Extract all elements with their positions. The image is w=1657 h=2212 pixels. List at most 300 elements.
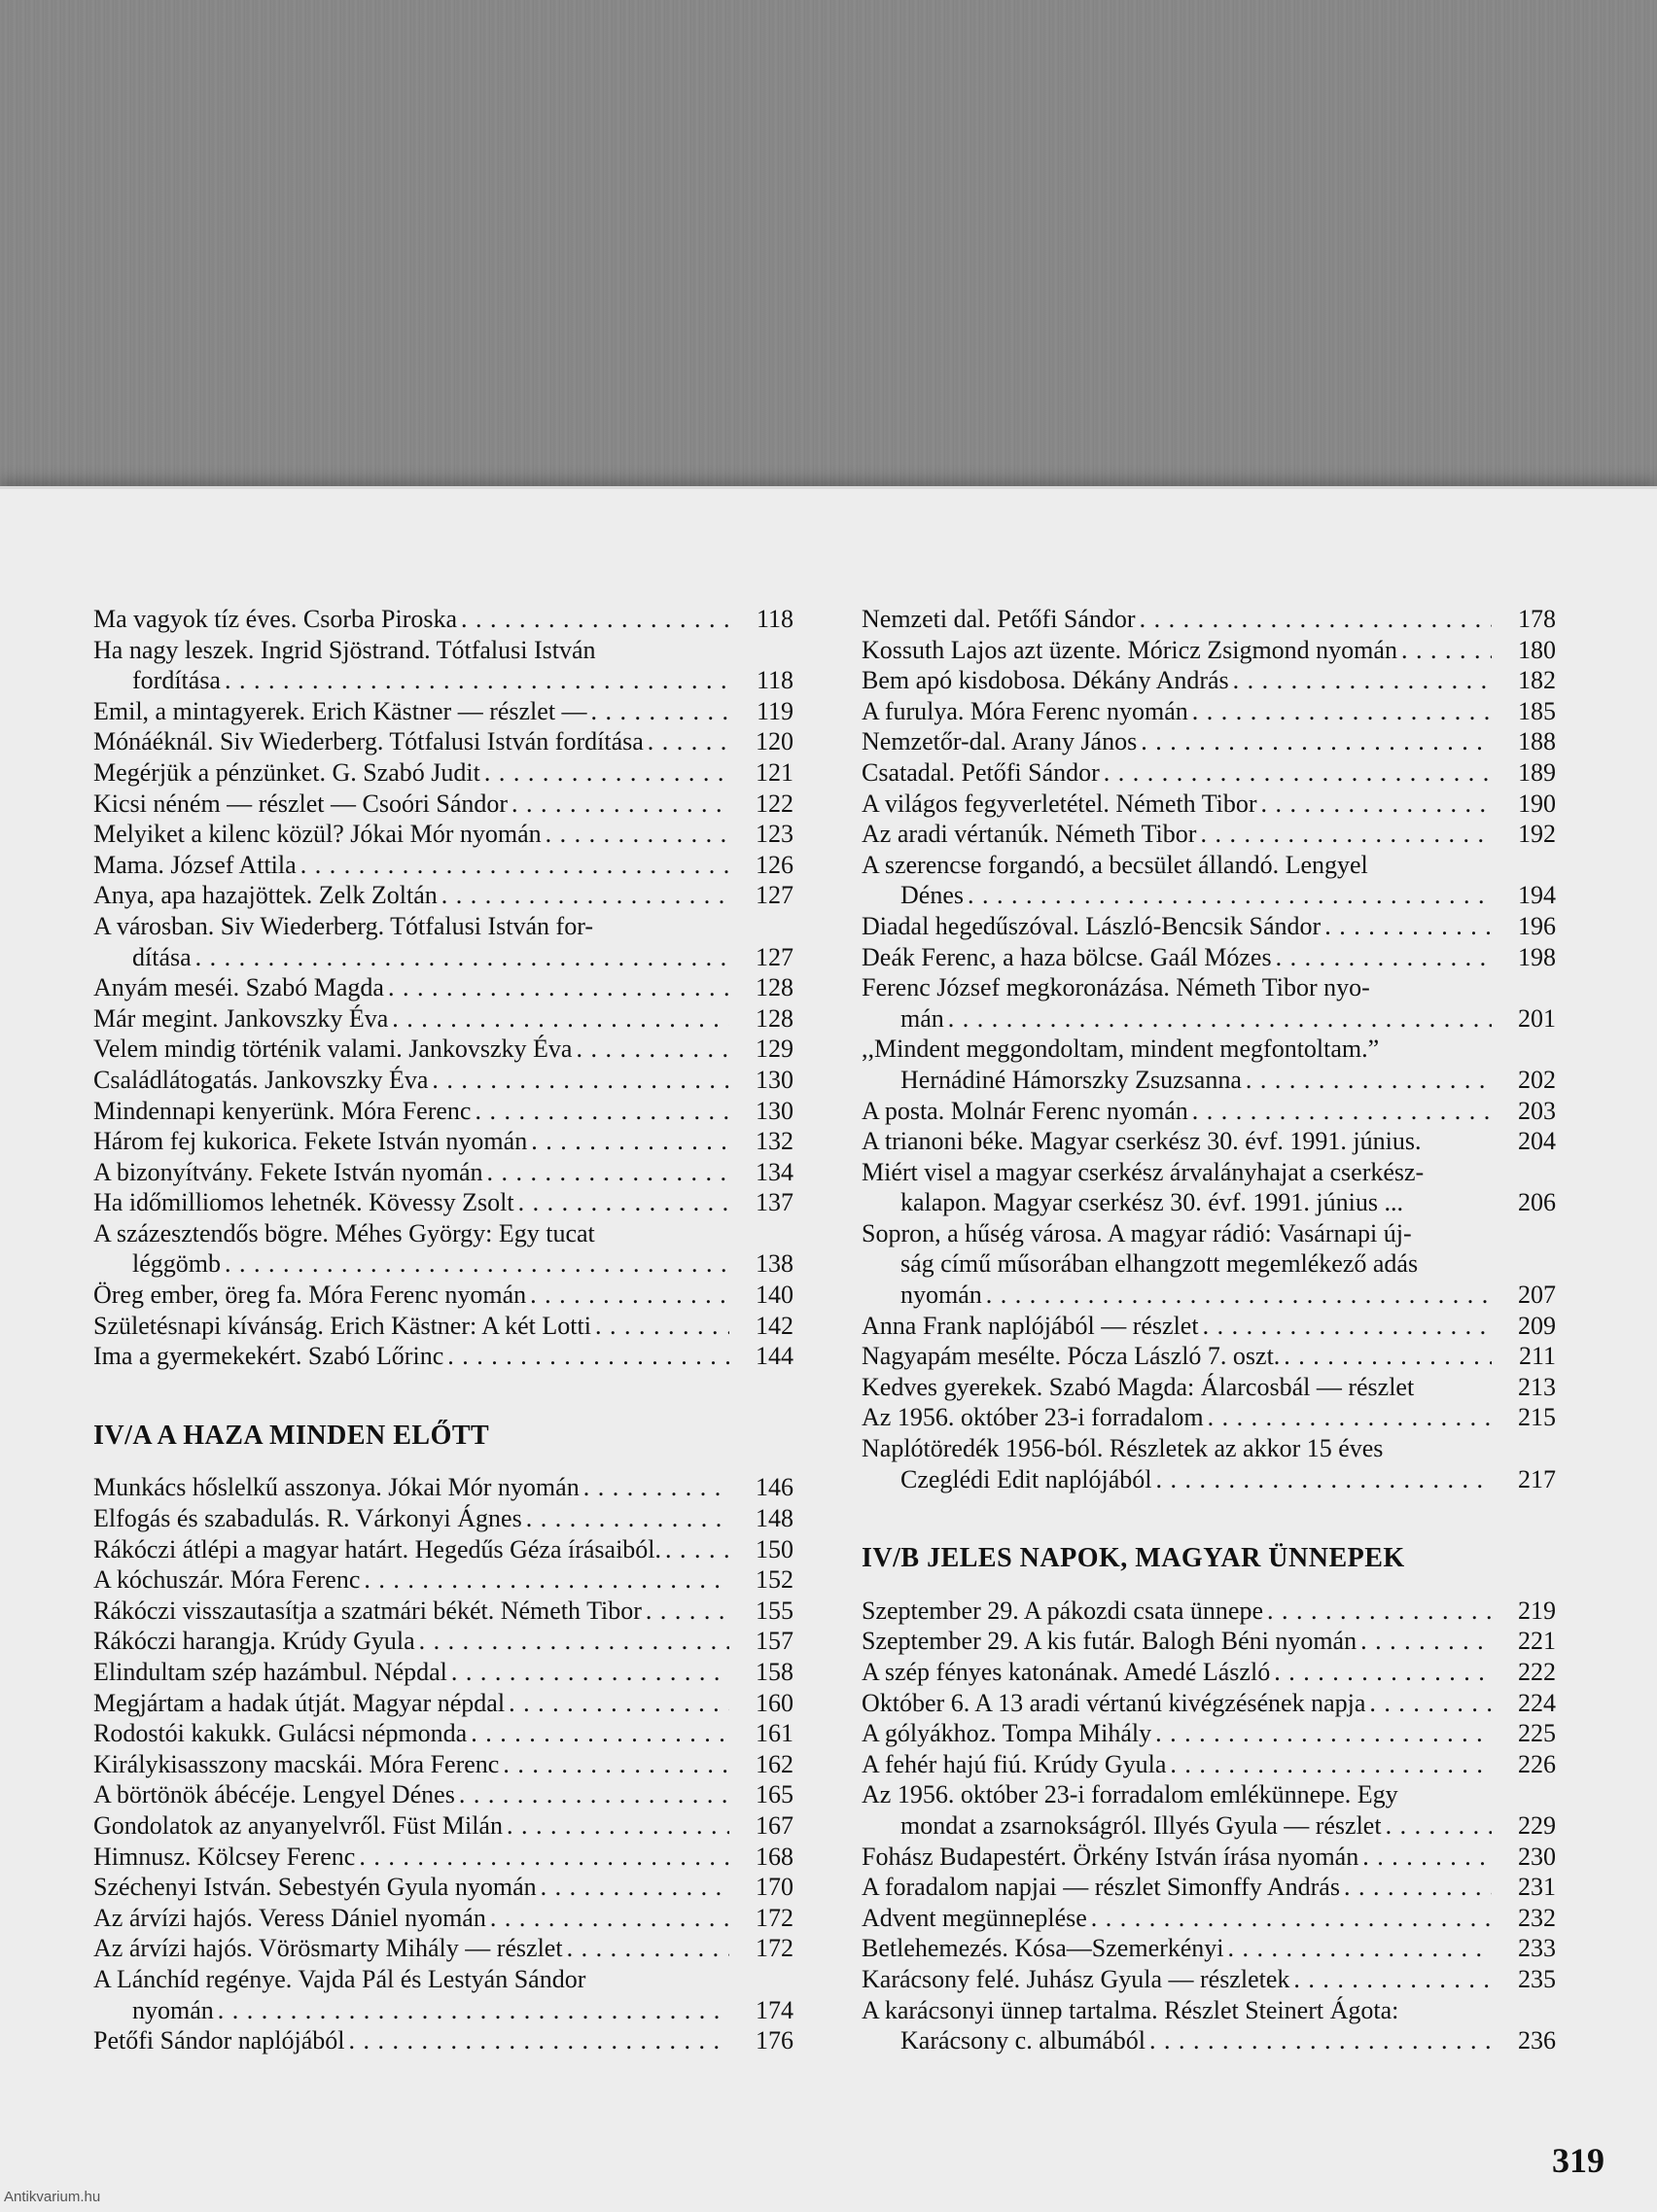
toc-line: [862, 911, 1556, 942]
toc-list: [93, 604, 793, 1372]
toc-page-number: 204: [1518, 1127, 1556, 1156]
toc-entry: [862, 1034, 1556, 1095]
toc-entry-title: Királykisasszony macskái. Móra Ferenc: [93, 1749, 500, 1778]
toc-entry: [862, 850, 1556, 911]
toc-page-number: 174: [756, 1995, 793, 2024]
toc-entry: [93, 850, 793, 881]
dot-leader: [225, 1248, 729, 1280]
toc-entry: [862, 1311, 1556, 1342]
toc-entry-title: ,,Mindent meggondoltam, mindent megfontoltam.”: [862, 1035, 1380, 1064]
toc-page-number: 180: [1518, 635, 1556, 664]
dot-leader: [511, 789, 729, 820]
dot-leader: [218, 1995, 729, 2026]
toc-entry-title: A városban. Siv Wiederberg. Tótfalusi István for-: [93, 911, 593, 940]
toc-entry: [93, 1933, 793, 1964]
toc-line: [862, 1688, 1556, 1719]
toc-entry: [862, 1218, 1556, 1311]
toc-entry-title: Az árvízi hajós. Veress Dániel nyomán: [93, 1903, 486, 1932]
toc-entry: [93, 1034, 793, 1065]
toc-page-number: 192: [1518, 820, 1556, 849]
toc-page-number: 137: [756, 1188, 793, 1217]
toc-entry-title: Deák Ferenc, a haza bölcse. Gaál Mózes: [862, 942, 1272, 971]
dot-leader: [665, 1534, 729, 1565]
toc-line: [93, 1248, 793, 1280]
toc-entry-title: Himnusz. Kölcsey Ferenc: [93, 1842, 356, 1871]
toc-entry-title: Mindennapi kenyerünk. Móra Ferenc: [93, 1096, 472, 1125]
dot-leader: [968, 880, 1492, 911]
dot-leader: [530, 1280, 729, 1311]
toc-page-number: 185: [1518, 696, 1556, 725]
dot-leader: [300, 850, 729, 881]
toc-entry: [93, 1126, 793, 1157]
toc-page-number: 122: [756, 789, 793, 818]
toc-page-number: 129: [756, 1035, 793, 1064]
toc-entry: [862, 1596, 1556, 1627]
dot-leader: [1091, 1903, 1492, 1934]
dot-leader: [986, 1280, 1492, 1311]
toc-entry: [93, 757, 793, 789]
toc-line: [93, 665, 793, 696]
toc-entry-title: Ha időmilliomos lehetnék. Kövessy Zsolt: [93, 1188, 514, 1217]
toc-line: [93, 789, 793, 820]
dot-leader: [1192, 696, 1492, 727]
toc-entry-title: Czeglédi Edit naplójából: [900, 1464, 1152, 1493]
toc-page-number: 236: [1518, 2026, 1556, 2055]
dot-leader: [1141, 726, 1492, 757]
toc-entry: [93, 1964, 793, 2025]
toc-line: [862, 696, 1556, 727]
toc-entry-title: Nemzetőr-dal. Arany János: [862, 727, 1138, 756]
toc-page-number: 118: [756, 666, 793, 695]
toc-line: [93, 757, 793, 789]
toc-entry: [93, 1810, 793, 1842]
toc-line: [862, 665, 1556, 696]
dot-leader: [1386, 1810, 1492, 1842]
toc-line: [93, 819, 793, 850]
toc-line: [93, 1842, 793, 1873]
dot-leader: [1104, 757, 1492, 789]
dot-leader: [1149, 2025, 1492, 2056]
toc-entry: [862, 1096, 1556, 1127]
dot-leader: [576, 1034, 729, 1065]
toc-line: [862, 1749, 1556, 1780]
toc-entry-title: Ima a gyermekekért. Szabó Lőrinc: [93, 1342, 444, 1371]
toc-entry-title: Megérjük a pénzünket. G. Szabó Judit: [93, 757, 480, 787]
toc-page-number: 196: [1518, 911, 1556, 940]
toc-entry-title: A szerencse forgandó, a becsület állandó. Lengyel: [862, 850, 1368, 879]
toc-entry: [862, 604, 1556, 635]
toc-entry: [93, 1311, 793, 1342]
toc-entry-title: Nagyapám mesélte. Pócza László 7. oszt.: [862, 1342, 1281, 1371]
toc-entry: [93, 1096, 793, 1127]
toc-line: [93, 1872, 793, 1903]
dot-leader: [591, 696, 729, 727]
toc-entry-title: nyomán: [900, 1281, 982, 1310]
toc-line: [93, 1995, 793, 2026]
toc-page-number: 128: [756, 973, 793, 1002]
toc-entry: [862, 1842, 1556, 1873]
toc-entry: [93, 789, 793, 820]
toc-page-number: 134: [756, 1157, 793, 1186]
toc-line: [93, 1311, 793, 1342]
toc-page-number: 118: [756, 605, 793, 633]
toc-entry-title: Rákóczi átlépi a magyar határt. Hegedűs Géza írásaiból.: [93, 1534, 662, 1563]
dot-leader: [475, 1096, 729, 1127]
toc-line: [862, 1964, 1556, 1995]
toc-page-number: 152: [756, 1565, 793, 1595]
toc-line: [862, 726, 1556, 757]
toc-entry-title: A százesztendős bögre. Méhes György: Egy tucat: [93, 1218, 595, 1247]
toc-entry: [862, 726, 1556, 757]
toc-entry: [862, 1779, 1556, 1841]
toc-entry: [862, 1749, 1556, 1780]
book-page: [0, 486, 1657, 2212]
toc-entry: [93, 1472, 793, 1503]
toc-entry: [93, 726, 793, 757]
toc-entry: [93, 819, 793, 850]
dot-leader: [461, 604, 729, 635]
toc-line: [862, 1280, 1556, 1311]
dot-leader: [484, 757, 729, 789]
dot-leader: [1267, 1596, 1492, 1627]
toc-line: [862, 1311, 1556, 1342]
toc-line: [93, 1718, 793, 1749]
toc-line: [93, 1503, 793, 1534]
toc-entry: [93, 1718, 793, 1749]
toc-entry: [93, 1657, 793, 1688]
dot-leader: [487, 1157, 729, 1188]
toc-line: [862, 1872, 1556, 1903]
toc-line: [862, 1842, 1556, 1873]
toc-entry-title: A trianoni béke. Magyar cserkész 30. évf. 1991. június.: [862, 1127, 1422, 1156]
toc-page-number: 119: [756, 696, 793, 725]
toc-entry: [93, 1749, 793, 1780]
toc-entry: [862, 757, 1556, 789]
toc-page-number: 221: [1518, 1627, 1556, 1656]
toc-entry: [93, 1187, 793, 1218]
toc-line: [93, 880, 793, 911]
toc-entry-title: Öreg ember, öreg fa. Móra Ferenc nyomán: [93, 1281, 527, 1310]
toc-entry: [862, 1718, 1556, 1749]
dot-leader: [541, 1872, 729, 1903]
toc-page-number: 230: [1518, 1842, 1556, 1871]
toc-line: [93, 726, 793, 757]
toc-entry: [862, 972, 1556, 1034]
toc-line: [93, 1280, 793, 1311]
toc-page-number: 222: [1518, 1658, 1556, 1686]
toc-line: [93, 1779, 793, 1810]
dot-leader: [518, 1187, 729, 1218]
toc-page-number: 161: [756, 1719, 793, 1748]
toc-entry-title: Születésnapi kívánság. Erich Kästner: A két Lotti: [93, 1311, 591, 1340]
toc-entry: [862, 1903, 1556, 1934]
toc-page-number: 130: [756, 1096, 793, 1125]
dot-leader: [388, 972, 729, 1003]
toc-entry: [93, 1341, 793, 1372]
toc-entry-title: Emil, a mintagyerek. Erich Kästner — részlet —: [93, 696, 587, 725]
toc-entry-title: Anyám meséi. Szabó Magda: [93, 973, 384, 1002]
dot-leader: [1170, 1749, 1492, 1780]
toc-page-number: 217: [1518, 1464, 1556, 1493]
toc-entry-title: Az aradi vértanúk. Németh Tibor: [862, 820, 1197, 849]
dot-leader: [1261, 789, 1492, 820]
dot-leader: [1233, 665, 1492, 696]
dot-leader: [546, 819, 729, 850]
toc-page-number: 155: [756, 1596, 793, 1625]
toc-page-number: 206: [1518, 1188, 1556, 1217]
toc-line: [93, 972, 793, 1003]
toc-line: [93, 604, 793, 635]
toc-line: [862, 1126, 1556, 1157]
toc-line: [862, 1065, 1556, 1096]
toc-entry: [862, 789, 1556, 820]
toc-line: [93, 1003, 793, 1035]
toc-entry-title: Mama. József Attila: [93, 850, 297, 879]
toc-entry: [93, 1534, 793, 1565]
toc-entry: [93, 1688, 793, 1719]
toc-page-number: 198: [1518, 942, 1556, 971]
toc-entry-continuation: ság című műsorában elhangzott megemlékező adás: [900, 1249, 1419, 1279]
toc-entry: [862, 696, 1556, 727]
toc-entry: [862, 1626, 1556, 1657]
toc-entry: [862, 1688, 1556, 1719]
toc-page-number: 162: [756, 1749, 793, 1778]
toc-entry-title: Diadal hegedűszóval. László-Bencsik Sándor: [862, 911, 1322, 940]
toc-page-number: 189: [1518, 757, 1556, 787]
toc-line: [862, 942, 1556, 973]
toc-line: [862, 1003, 1556, 1035]
toc-page-number: 226: [1518, 1749, 1556, 1778]
toc-page-number: 132: [756, 1127, 793, 1156]
toc-line: [862, 819, 1556, 850]
dot-leader: [225, 665, 729, 696]
toc-page-number: 207: [1518, 1281, 1556, 1310]
toc-list: [862, 604, 1556, 1494]
toc-page-number: 123: [756, 820, 793, 849]
toc-entry-title: Az 1956. október 23-i forradalom: [862, 1403, 1204, 1432]
dot-leader: [1293, 1964, 1492, 1995]
toc-page-number: 232: [1518, 1903, 1556, 1932]
toc-line: [862, 1096, 1556, 1127]
toc-line: [93, 1657, 793, 1688]
page-number: 319: [1552, 2141, 1604, 2180]
toc-entry-title: Már megint. Jankovszky Éva: [93, 1003, 389, 1033]
toc-line: [862, 1596, 1556, 1627]
toc-page-number: 128: [756, 1003, 793, 1033]
toc-line: [93, 1034, 793, 1065]
dot-leader: [195, 942, 729, 973]
dot-leader: [595, 1311, 729, 1342]
toc-page-number: 172: [756, 1934, 793, 1963]
dot-leader: [1155, 1718, 1492, 1749]
toc-entry: [93, 1280, 793, 1311]
toc-page-number: 202: [1518, 1065, 1556, 1094]
toc-page-number: 172: [756, 1903, 793, 1932]
toc-entry: [93, 1779, 793, 1810]
dot-leader: [531, 1126, 729, 1157]
toc-page-number: 201: [1518, 1003, 1556, 1033]
toc-entry: [93, 1872, 793, 1903]
toc-page-number: 190: [1518, 789, 1556, 818]
toc-page-number: 144: [756, 1342, 793, 1371]
toc-page-number: 211: [1518, 1342, 1556, 1371]
toc-entry-title: Munkács hőslelkű asszonya. Jókai Mór nyomán: [93, 1473, 580, 1502]
dot-leader: [1369, 1688, 1492, 1719]
toc-entry-title: Karácsony felé. Juhász Gyula — részletek: [862, 1964, 1290, 1993]
dot-leader: [1401, 635, 1492, 666]
dot-leader: [1208, 1402, 1492, 1433]
toc-page-number: 209: [1518, 1311, 1556, 1340]
toc-entry-title: kalapon. Magyar cserkész 30. évf. 1991. június ...: [900, 1188, 1403, 1217]
toc-entry-title: Rodostói kakukk. Gulácsi népmonda: [93, 1719, 468, 1748]
toc-entry-title: mán: [900, 1003, 944, 1033]
toc-entry-title: A foradalom napjai — részlet Simonffy András: [862, 1873, 1340, 1902]
toc-entry-title: Nemzeti dal. Petőfi Sándor: [862, 605, 1136, 633]
toc-page-number: 219: [1518, 1596, 1556, 1625]
toc-entry-title: Megjártam a hadak útját. Magyar népdal: [93, 1688, 506, 1717]
toc-entry-title: A kóchuszár. Móra Ferenc: [93, 1565, 361, 1595]
toc-entry-title: Ha nagy leszek. Ingrid Sjöstrand. Tótfalusi István: [93, 635, 596, 664]
dot-leader: [1362, 1842, 1492, 1873]
toc-page-number: 182: [1518, 666, 1556, 695]
dot-leader: [471, 1718, 729, 1749]
toc-line: [93, 1810, 793, 1842]
toc-line: [862, 1372, 1556, 1403]
toc-line: [93, 1933, 793, 1964]
toc-entry-title: Gondolatok az anyanyelvről. Füst Milán: [93, 1810, 503, 1840]
dot-leader: [1284, 1341, 1492, 1372]
toc-entry-title: Elindultam szép hazámbul. Népdal: [93, 1658, 447, 1686]
toc-entry-title: dítása: [132, 942, 192, 971]
toc-entry: [93, 696, 793, 727]
toc-entry: [93, 880, 793, 911]
toc-entry: [862, 1157, 1556, 1218]
toc-entry: [862, 1657, 1556, 1688]
toc-line: [93, 2025, 793, 2056]
toc-right-column: [862, 604, 1556, 2056]
toc-entry-title: Karácsony c. albumából: [900, 2026, 1146, 2055]
toc-line: [862, 1810, 1556, 1842]
toc-entry-title: Ferenc József megkoronázása. Németh Tibor nyo-: [862, 973, 1370, 1002]
dot-leader: [1140, 604, 1492, 635]
dot-leader: [490, 1903, 729, 1934]
toc-entry-title: Anna Frank naplójából — részlet: [862, 1311, 1199, 1340]
toc-entry-title: Szeptember 29. A pákozdi csata ünnepe: [862, 1596, 1263, 1625]
toc-page-number: 121: [756, 757, 793, 787]
toc-page-number: 165: [756, 1780, 793, 1809]
toc-line: [93, 1749, 793, 1780]
toc-entry: [862, 1372, 1556, 1403]
toc-entry-title: A fehér hajú fiú. Krúdy Gyula: [862, 1749, 1167, 1778]
dot-leader: [1246, 1065, 1492, 1096]
toc-page-number: 229: [1518, 1810, 1556, 1840]
toc-entry-title: Az árvízi hajós. Vörösmarty Mihály — részlet: [93, 1934, 563, 1963]
toc-entry-title: Szeptember 29. A kis futár. Balogh Béni nyomán: [862, 1627, 1357, 1656]
toc-entry-title: A furulya. Móra Ferenc nyomán: [862, 696, 1188, 725]
dot-leader: [1200, 819, 1492, 850]
toc-entry: [862, 1402, 1556, 1433]
toc-page-number: 233: [1518, 1934, 1556, 1963]
toc-entry: [862, 665, 1556, 696]
toc-entry: [93, 1596, 793, 1627]
toc-line: [862, 1903, 1556, 1934]
toc-line: [93, 1065, 793, 1096]
toc-entry-title: Kedves gyerekek. Szabó Magda: Álarcosbál — részlet: [862, 1372, 1415, 1401]
toc-entry-title: Elfogás és szabadulás. R. Várkonyi Ágnes: [93, 1504, 522, 1533]
dot-leader: [948, 1003, 1492, 1035]
dot-leader: [1344, 1872, 1492, 1903]
dot-leader: [419, 1626, 729, 1657]
toc-entry: [93, 972, 793, 1003]
dot-leader: [451, 1657, 729, 1688]
toc-left-column: [93, 604, 793, 2056]
toc-page-number: 178: [1518, 605, 1556, 633]
toc-page-number: 176: [756, 2026, 793, 2055]
toc-line: [93, 1688, 793, 1719]
toc-line: [862, 880, 1556, 911]
toc-entry: [93, 604, 793, 635]
toc-page-number: 224: [1518, 1688, 1556, 1717]
toc-entry-title: fordítása: [132, 666, 221, 695]
toc-page-number: 158: [756, 1658, 793, 1686]
toc-page-number: 215: [1518, 1403, 1556, 1432]
toc-entry: [93, 1218, 793, 1280]
toc-entry: [862, 635, 1556, 666]
toc-line: [862, 789, 1556, 820]
section-heading-iv-b: IV/B JELES NAPOK, MAGYAR ÜNNEPEK: [862, 1543, 1405, 1574]
toc-entry: [862, 819, 1556, 850]
toc-entry-title: Családlátogatás. Jankovszky Éva: [93, 1065, 429, 1094]
dot-leader: [359, 1842, 729, 1873]
toc-line: [93, 1157, 793, 1188]
toc-entry: [93, 1626, 793, 1657]
toc-page-number: 160: [756, 1688, 793, 1717]
toc-line: [93, 1903, 793, 1934]
toc-entry-title: léggömb: [132, 1249, 221, 1279]
toc-entry-title: A posta. Molnár Ferenc nyomán: [862, 1096, 1188, 1125]
dot-leader: [1203, 1311, 1492, 1342]
toc-entry-title: Kossuth Lajos azt üzente. Móricz Zsigmond nyomán: [862, 635, 1397, 664]
dot-leader: [447, 1341, 729, 1372]
dot-leader: [432, 1065, 729, 1096]
toc-page-number: 225: [1518, 1719, 1556, 1748]
toc-entry: [862, 1995, 1556, 2056]
toc-entry-title: Anya, apa hazajöttek. Zelk Zoltán: [93, 881, 438, 910]
toc-line: [862, 1933, 1556, 1964]
toc-entry: [93, 1157, 793, 1188]
toc-page-number: 146: [756, 1473, 793, 1502]
toc-entry-title: Október 6. A 13 aradi vértanú kivégzésének napja: [862, 1688, 1366, 1717]
toc-entry: [862, 942, 1556, 973]
dot-leader: [526, 1503, 729, 1534]
dot-leader: [364, 1564, 729, 1596]
toc-line: [862, 1187, 1556, 1218]
toc-line: [93, 1096, 793, 1127]
toc-entry-title: Kicsi néném — részlet — Csoóri Sándor: [93, 789, 509, 818]
toc-entry: [93, 1503, 793, 1534]
toc-line: [93, 1472, 793, 1503]
toc-line: [862, 1341, 1556, 1372]
toc-entry-title: A bizonyítvány. Fekete István nyomán: [93, 1157, 483, 1186]
toc-entry-title: Rákóczi harangja. Krúdy Gyula: [93, 1627, 415, 1656]
toc-entry-title: Az 1956. október 23-i forradalom emlékünnepe. Egy: [862, 1780, 1398, 1809]
watermark: Antikvarium.hu: [4, 2189, 101, 2205]
toc-entry: [862, 1433, 1556, 1494]
toc-line: [862, 1626, 1556, 1657]
toc-line: [862, 1657, 1556, 1688]
toc-page-number: 138: [756, 1249, 793, 1279]
toc-entry: [93, 1842, 793, 1873]
